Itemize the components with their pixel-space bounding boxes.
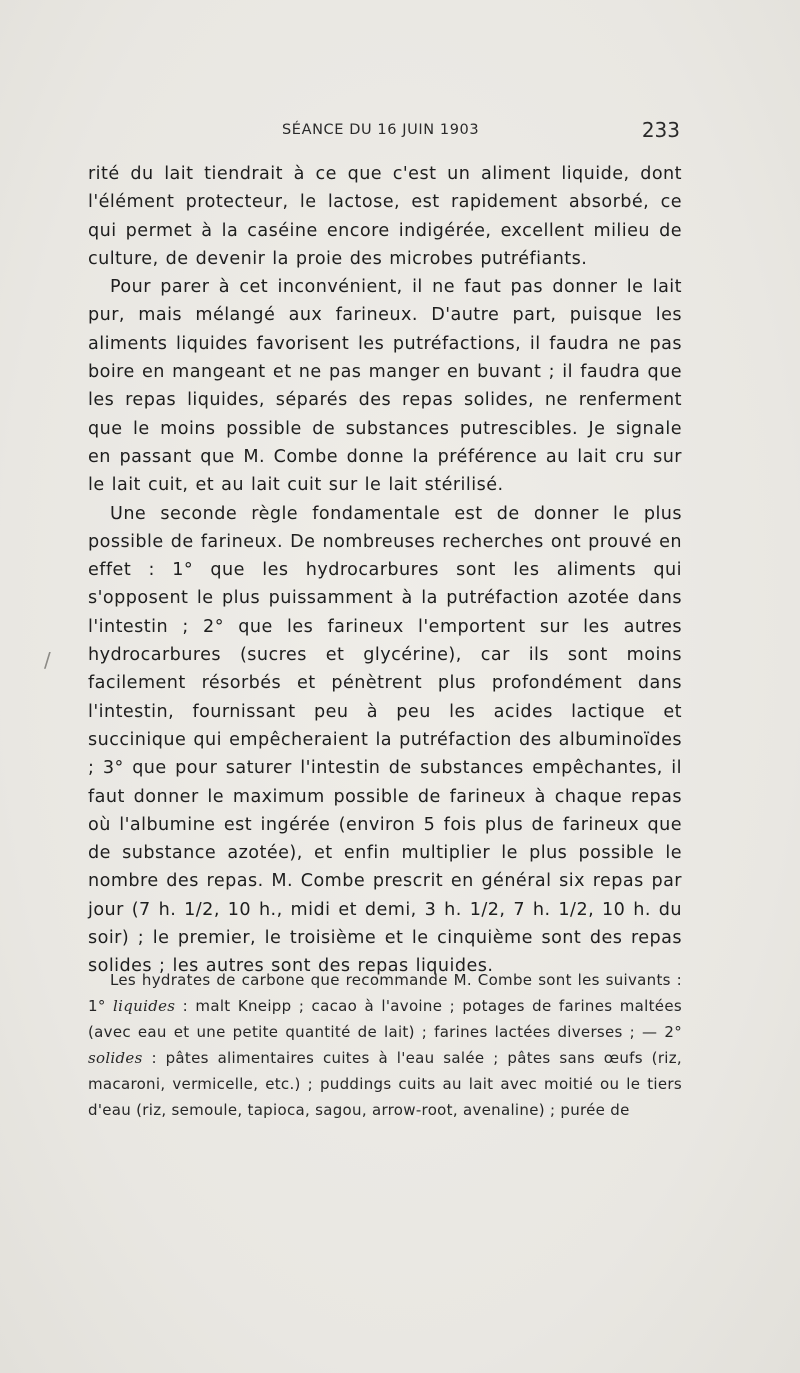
paragraph-3: Une seconde règle fondamentale est de donner le plus possible de farineux. De nombreuses recherches ont prouvé en effet : 1° que les hydrocarbures sont les aliments qui s'opposent le plus puissamment à la putréfaction azotée dans l'intestin ; 2° que les farineux l'emportent sur les autres hydrocarbures (sucres et glycérine), car ils sont moins facilement résorbés et pénètrent plus profondément dans l'intestin, fournissant peu à peu les acides lactique et succinique qui empêcheraient la putréfaction des albuminoïdes ; 3° que pour saturer l'intestin de substances empêchantes, il faut donner le maximum possible de farineux à chaque repas où l'albumine est ingérée (environ 5 fois plus de farineux que de substance azotée), et enfin multiplier le plus possible le nombre des repas. M. Combe prescrit en général six repas par jour (7 h. 1/2, 10 h., midi et demi, 3 h. 1/2, 7 h. 1/2, 10 h. du soir) ; le premier, le troisième et le cinquième sont des repas solides ; les autres sont des repas liquides.	[88, 503, 682, 977]
note-paragraph	[88, 967, 682, 1123]
main-text	[88, 160, 682, 981]
paragraph-1: rité du lait tiendrait à ce que c'est un aliment liquide, dont l'élément protecteur, le lactose, est rapidement absorbé, ce qui permet à la caséine encore indigérée, excellent milieu de culture, de devenir la proie des microbes putréfiants.	[88, 164, 682, 269]
margin-pencil-mark: /	[44, 648, 51, 672]
note-liquides-text: : malt Kneipp ; cacao à l'avoine ; potages de farines maltées (avec eau et une petite quantité de lait) ; farines lactées diverses ; — 2°	[88, 997, 682, 1041]
running-title: SÉANCE DU 16 JUIN 1903	[282, 122, 480, 138]
page-header	[88, 118, 682, 148]
note-solides-text: : pâtes alimentaires cuites à l'eau salée ; pâtes sans œufs (riz, macaroni, vermicelle, etc.) ; puddings cuits au lait avec moitié ou le tiers d'eau (riz, semoule, tapioca, sagou, arrow-root, avenaline) ; purée de	[88, 1049, 682, 1119]
small-print-note	[88, 967, 682, 1123]
note-solides-label: solides	[88, 1049, 143, 1067]
note-liquides-label: liquides	[113, 997, 176, 1015]
page-number: 233	[641, 118, 680, 142]
paragraph-2: Pour parer à cet inconvénient, il ne faut pas donner le lait pur, mais mélangé aux farineux. D'autre part, puisque les aliments liquides favorisent les putréfactions, il faudra ne pas boire en mangeant et ne pas manger en buvant ; il faudra que les repas liquides, séparés des repas solides, ne renferment que le moins possible de substances putrescibles. Je signale en passant que M. Combe donne la préférence au lait cru sur le lait cuit, et au lait cuit sur le lait stérilisé.	[88, 277, 682, 496]
note-intro: Les hydrates de carbone que recommande M. Combe sont les suivants : 1°	[88, 971, 682, 1015]
